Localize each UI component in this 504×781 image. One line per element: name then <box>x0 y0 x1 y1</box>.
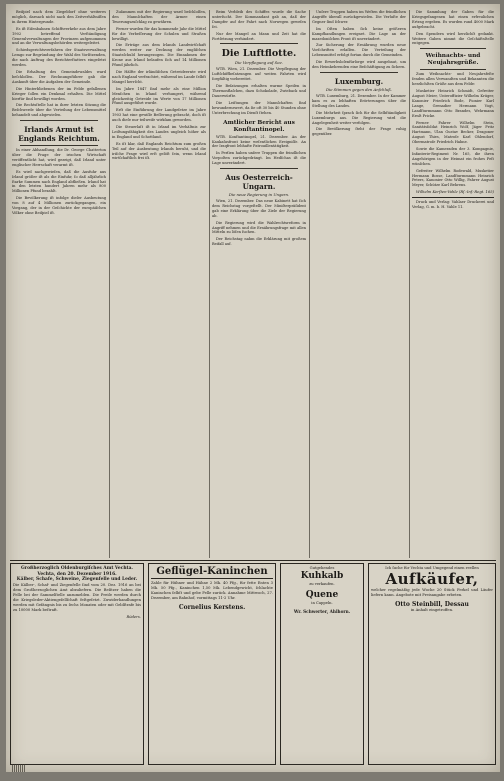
paragraph: Ferner: Fahrer Wilhelm Stein, Sanitätsſoldat Heinrich Wolf, Jäger Fritz Hartmann, Ulan Gustav Becker, Dragoner August Thies, Matroſe Karl Ohlendorf, Obermatroſe Friedrich Hahne. <box>412 120 494 145</box>
paragraph: Die Hinterbliebenen der im Felde gefallenen Krieger ſollen ein Denkmal erhalten. Die Mittel hierfür ſind bewilligt worden. <box>12 86 106 101</box>
ad-pre: Gutgehendes <box>309 566 335 570</box>
paragraph: Beiſpiel nach dem Ziegeldorf ohne weiteres möglich, darnach nicht nach den Zeitverhältniſſen in ihrem Hintergrunde. <box>12 10 106 24</box>
paragraph: Unſere Truppen haben im Weſten die feindlichen Angriffe überall zurückgewieſen. Die Verluſte der Gegner ſind ſchwer. <box>312 10 406 24</box>
article-headline: Luxemburg. <box>334 76 384 86</box>
ad-subtitle: Vechta, den 20. Dezember 1916. <box>37 571 117 577</box>
signature: Wilhelm Kerſten-Vahle (Rſ.-Inf.-Regt. 165) <box>415 190 494 195</box>
ad-signature: Rüders. <box>126 614 141 619</box>
paragraph: Zur Sicherung der Ernährung wurden neue Vorſchriften erlaſſen. Die Verteilung der Lebensmittel erfolgt fortan durch die Gemeinden. <box>312 43 406 58</box>
article-headline: Aus Oesterreich-Ungarn. <box>225 173 293 192</box>
paragraph: Den Spendern wird herzlichſt gedankt. Weitere Gaben nimmt die Geſchäftsſtelle entgegen. <box>412 31 494 46</box>
ad-post: in Cappeln. <box>311 601 333 605</box>
article-headline: Die Luftflotte. <box>221 48 297 60</box>
advertisement-poultry <box>148 563 276 765</box>
paragraph: Die Bevölkerung iſt infolge dieſer Ausbeutung von 8 auf 4 Millionen zurückgegangen, ein Vorgang, der in der Geſchichte der europäiſchen Völker ohne Beiſpiel iſt. <box>12 196 106 215</box>
divider <box>220 168 298 169</box>
ad-text: welcher regelmäßig jede Woche 20 Stück Ferkel und Läufer liefern kann. Angebote mit Preisangabe erbeten. <box>371 588 493 597</box>
divider <box>20 145 98 146</box>
column-rule <box>409 10 410 558</box>
divider <box>20 120 98 121</box>
article-headline: Irlands Armut ist Englands Reichtum. <box>18 125 100 144</box>
paragraph: Musketier Heinrich Schmidt, Gefreiter August Meier, Unteroffizier Wilhelm Krüger, Kanonier Friedrich Bode, Pionier Karl Lange, Grenadier Hermann Vogt, Landſturmmann Otto Brandes, Wehrmann Ernſt Fricke. <box>412 89 494 118</box>
ad-post: in Anhalt eingetroffen. <box>410 608 454 612</box>
paragraph: Wien, 21. Dezember. Das neue Kabinett hat ſich dem Reichstag vorgeſtellt. Der Miniſterpräſident gab eine Erklärung über die Ziele der Regierung ab. <box>212 199 306 218</box>
paragraph: Erſt die Einführung der Landgeſetze im Jahre 1903 hat eine gewiſſe Beſſerung gebracht, doch iſt auch dieſe nur teilweiſe wirkſam geworden. <box>112 108 206 123</box>
paragraph: Zuſammen mit der Regierung ward beſchloſſen, den Mannſchaften der Armee einen Teuerungszuſchlag zu gewähren. <box>112 10 206 24</box>
newspaper-page <box>6 4 500 772</box>
paragraph: Die Rechtsſtelle hat in ihrer letzten Sitzung die Beſchwerde über die Verteilung der Lebensmittel behandelt und abgewieſen. <box>12 103 106 118</box>
column-3 <box>212 10 306 558</box>
paragraph: In Perſien haben unſere Truppen die feindlichen Vorpoſten zurückgedrängt. Im Hedſchas iſt die Lage unverändert. <box>212 151 306 166</box>
column-5 <box>412 10 494 558</box>
divider <box>420 69 486 70</box>
paragraph: Schiedsgerichtsverfahren der Staatsverwaltung Lemgo zur Begründung der Wahl des Vorſitzenden, die nach Auftrag des Berichterſtatters eingeſetzt werden. <box>12 48 106 68</box>
paragraph: Zum Weihnachts- und Neujahrsfeſte ſenden allen Verwandten und Bekannten die herzlichſten Grüße aus dem Felde: <box>412 72 494 87</box>
article-headline: Weihnachts- und Neujahrsgrüße. <box>425 53 481 67</box>
paragraph: Die Erwerbsloſenfürſorge wird ausgebaut, um den Heimkehrenden eine Beſchäftigung zu ſichern. <box>312 60 406 70</box>
divider <box>320 72 398 73</box>
paragraph: Die Erträge aus dem Irlands Landwirtſchaft werden weiter zur Deckung der engliſchen Staatsſchuld herangezogen. Die Einnahmen der Krone aus Irland belaufen ſich auf 14 Millionen Pfund jährlich. <box>112 43 206 68</box>
advertisement-buyer <box>368 563 496 765</box>
paragraph: WTB. Luxemburg, 21. Dezember. In der Kammer kam es zu lebhaften Erörterungen über die Stellung des Landes. <box>312 93 406 108</box>
article-subheadline: Die neue Regierung in Ungarn. <box>228 192 290 198</box>
scan-ruler <box>12 764 26 772</box>
imprint: Druck und Verlag: Vahlaer Druckerei und Verlag, G. m. b. H. Vahle 11. <box>412 200 494 210</box>
paragraph: Beim Verbleib des Schiffes wurde die Sache unterſucht. Der Kommandant gab an, daß der Dampfer auf der Fahrt nach Norwegen geweſen ſei. <box>212 10 306 29</box>
paragraph: Im Jahre 1847 ſind mehr als eine Million Menſchen in Irland verhungert, während gleichzeitig Getreide im Werte von 17 Millionen Pfund ausgeführt wurde. <box>112 86 206 106</box>
ad-heading: Kälber, Schafe, Schweine, Ziegenfelle und Leder. <box>16 577 138 582</box>
paragraph: Die Beſatzungen erhalten warme Speiſen in Thermosflaſchen, dazu Schokolade, Zwieback und Dauerwürſte. <box>212 84 306 98</box>
ad-text: Zahle für Hühner und Hähne 2 Mk. 40 Pfg., für fette Enten 3 Mk. 50 Pfg., Kaninchen 1,50 Mk. Lebendgewicht, ſchlachte Kaninchen ſelbſt und gebe Felle zurück. Annahme Mittwoch, 27. Dezember, am Bahnhof, vormittags 11-2 Uhr. <box>151 581 273 600</box>
paragraph: Die Sammlung der Gaben für die Kriegsgefangenen hat einen erfreulichen Ertrag ergeben. Es wurden rund 4000 Mark aufgebracht. <box>412 10 494 29</box>
paragraph: WTB. Konſtantinopel, 21. Dezember. An der Kaukaſusfront keine weſentlichen Ereigniſſe. An der Iraqfront lebhafte Patrouillentätigkeit. <box>212 134 306 149</box>
advertisement-calf <box>280 563 364 765</box>
divider <box>412 197 494 198</box>
ad-title: Aufkäufer, <box>385 570 479 588</box>
paragraph: Die Erhaltung des Gemeindewaldes ward beſchloſſen. Der Rechnungsführer gab die Auskunft über die Aufgaben der Gemeinde. <box>12 69 106 84</box>
advertisement-notice <box>10 563 144 765</box>
column-2 <box>112 10 206 558</box>
column-rule <box>109 10 110 558</box>
column-rule <box>209 10 210 558</box>
article-subheadline: Die Stimmen gegen den Anſchluß. <box>325 86 393 92</box>
paragraph: Es wird nachgewieſen, daß die Ausfuhr aus Irland größer iſt als die Einfuhr, ſo daß alljährlich ſtarke Summen nach England abfließen. Irland hat in den letzten hundert Jahren mehr als 800 Millionen Pfund bezahlt. <box>12 169 106 194</box>
paragraph: WTB. Wien, 21. Dezember. Die Verpflegung der Luftſchiffbeſatzungen auf weiten Fahrten wird ſorgfältig vorbereitet. <box>212 67 306 82</box>
article-headline: Amtlicher Bericht aus Konſtantinopel. <box>223 119 295 133</box>
paragraph: Es iſt klar, daß Englands Reichtum zum großen Teil auf der Ausbeutung Irlands beruht, und die iriſche Frage wird erſt gelöſt ſein, wenn Irland wirtſchaftlich frei iſt. <box>112 141 206 161</box>
ad-pre: Ich ſuche für Vechta und Umgegend einen reellen <box>385 566 479 570</box>
paragraph: Im Oſten haben ſich keine größeren Kampfhandlungen ereignet. Die Lage an der mazedoniſchen Front iſt unverändert. <box>312 26 406 41</box>
paragraph: Die Mehrheit ſprach ſich für die Selbſtändigkeit Luxemburgs aus. Die Regierung wird die Angelegenheit weiter verfolgen. <box>312 110 406 125</box>
paragraph: Die Steuerlaſt iſt in Irland im Verhältnis zur Leiſtungsfähigkeit des Landes ungleich höher als in England und Schottland. <box>112 125 206 139</box>
ad-title: Geflügel-Kaninchen <box>151 566 273 579</box>
column-rule <box>309 10 310 558</box>
paragraph: Die Regierung wird die Wahlrechtsreform in Angriff nehmen und die Ernährungsfrage mit allen Mitteln zu löſen ſuchen. <box>212 220 306 235</box>
paragraph: In einer Abhandlung, die Dr. George Chatterton über die Frage der irischen Wirtschaft veröffentlicht hat, wird gezeigt, daß Irland unter englischer Herrschaft verarmt iſt. <box>12 148 106 167</box>
paragraph: Die Bevölkerung ſteht der Frage ruhig gegenüber. <box>312 127 406 137</box>
divider <box>220 43 298 44</box>
divider <box>420 48 486 49</box>
ad-title: Großherzoglich Oldenburgiſches Amt Vechta. <box>21 566 133 571</box>
advertisement-row <box>10 560 496 767</box>
ad-name: Otto Steinbill, Dessau <box>395 601 469 608</box>
article-columns <box>12 10 494 558</box>
paragraph: Es iſt Eiſenbahnen Schiffsverkehr aus dem Jahre 1902 betreffend Verſtändigung Generalverwaltungen der Provinzen aufgenommen und an die Verwaltungsbehörden weitergeleitet. <box>12 26 106 46</box>
paragraph: Gefreiter Wilhelm Rodewald, Musketier Hermann Bosse, Landſturmmann Heinrich Peters, Kanonier Otto Willig, Fahrer August Meyer, Schütze Karl Behrens. <box>412 168 494 188</box>
paragraph: Ferner wurden für das kommende Jahr die Mittel für die Verbeſſerung der Schulen und Straßen bewilligt. <box>112 26 206 41</box>
ad-name: Wr. Schwerter, Ahlhorn. <box>293 609 351 614</box>
ad-brand: Quene <box>305 590 339 600</box>
ad-name: Cornelius Kerstens. <box>178 604 246 611</box>
ad-title: Kuhkalb <box>300 571 344 581</box>
ad-text: Die Kälber-, Schaf- und Ziegenfelle ſind vom 20. Dez. 1916 an bei dem Großherzoglichen Amt abzuliefern. Die Beſitzer haben die Felle bei der Sammelſtelle anzumelden. Die Preiſe werden durch die Kriegsleder-Aktiengeſellſchaft feſtgeſetzt. Zuwiderhandlungen werden mit Gefängnis bis zu ſechs Monaten oder mit Geldſtrafe bis zu 10000 Mark beſtraft. <box>13 582 141 612</box>
article-subheadline: Die Verpflegung auf See. <box>235 60 283 66</box>
paragraph: Die Leiſtungen der Mannſchaften ſind bewundernswert, da ſie oft 30 bis 40 Stunden ohne Unterbrechung im Dienſt ſtehen. <box>212 100 306 115</box>
ad-mid: zu verkaufen. <box>309 582 335 586</box>
paragraph: Die Hälfte der irländiſchen Getreideernte wird nach England verfrachtet, während im Lande ſelbſt Mangel herrſcht. <box>112 69 206 84</box>
paragraph: Nur der Mangel an Mann und Zeit hat die Fortſetzung verhindert. <box>212 31 306 41</box>
column-1 <box>12 10 106 558</box>
paragraph: Sowie die Kameraden der 3. Kompagnie, Infanterie-Regiment Nr. 165, die ihren Angehörigen in der Heimat ein frohes Feſt wünſchen. <box>412 147 494 166</box>
paragraph: Der Reichstag nahm die Erklärung mit großem Beifall auf. <box>212 237 306 247</box>
column-4 <box>312 10 406 558</box>
